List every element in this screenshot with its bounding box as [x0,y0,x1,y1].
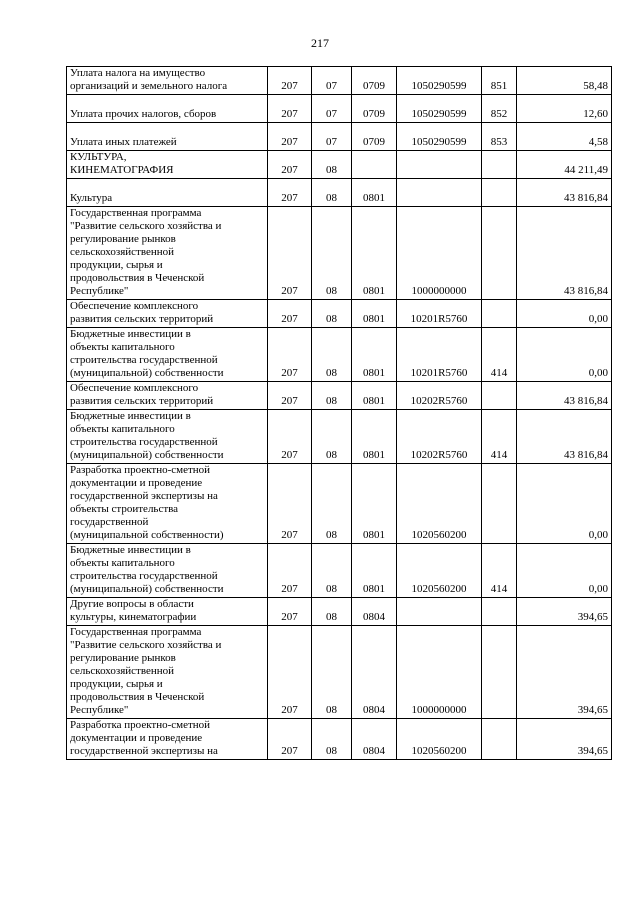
table-row [67,123,612,151]
amount: 0,00 [588,367,608,379]
amount: 12,60 [583,108,608,120]
target-article-code-cell [397,95,482,123]
expense-type-code-cell [482,719,517,760]
subsection-code-cell [352,410,397,464]
table-row [67,410,612,464]
target-article-code-cell [397,67,482,95]
expense-type-code-cell [482,544,517,598]
amount-cell [517,328,612,382]
section-code-cell [312,719,352,760]
target-article-code-cell [397,207,482,300]
section-code-cell [312,67,352,95]
section-code-cell [312,328,352,382]
amount: 43 816,84 [564,395,608,407]
ministry-code: 207 [281,108,298,120]
subsection-code: 0709 [363,136,385,148]
section-code: 07 [326,136,337,148]
amount: 0,00 [588,583,608,595]
item-name: Уплата прочих налогов, сборов [70,108,217,120]
ministry-code-cell [268,719,312,760]
section-code-cell [312,626,352,719]
item-name: Разработка проектно-сметной документации и проведение государственной экспертизы на объекты строительства государственной (муниципальной собственности) [70,464,224,541]
expense-type-code-cell [482,464,517,544]
item-name: Уплата налога на имущество организаций и земельного налога [70,67,228,92]
section-code: 08 [326,611,337,623]
item-name-cell [67,328,268,382]
expense-type-code-cell [482,151,517,179]
section-code: 08 [326,164,337,176]
ministry-code-cell [268,207,312,300]
subsection-code: 0709 [363,80,385,92]
amount: 394,65 [577,704,608,716]
target-article-code: 1000000000 [411,285,467,297]
subsection-code: 0709 [363,108,385,120]
table-row [67,719,612,760]
section-code: 08 [326,529,337,541]
item-name-cell [67,67,268,95]
expense-type-code-cell [482,95,517,123]
expense-type-code-cell [482,300,517,328]
section-code-cell [312,382,352,410]
amount: 58,48 [583,80,608,92]
amount: 0,00 [588,529,608,541]
table-row [67,382,612,410]
amount-cell [517,410,612,464]
expense-type-code: 851 [490,80,508,92]
target-article-code-cell [397,179,482,207]
target-article-code-cell [397,123,482,151]
section-code-cell [312,151,352,179]
expense-type-code-cell [482,382,517,410]
ministry-code-cell [268,464,312,544]
ministry-code: 207 [281,583,298,595]
item-name: Уплата иных платежей [70,136,177,148]
budget-table-body [67,67,612,760]
ministry-code: 207 [281,80,298,92]
subsection-code: 0801 [363,529,385,541]
table-row [67,67,612,95]
item-name-cell [67,300,268,328]
ministry-code: 207 [281,164,298,176]
section-code: 08 [326,367,337,379]
ministry-code-cell [268,382,312,410]
subsection-code-cell [352,328,397,382]
expense-type-code-cell [482,626,517,719]
subsection-code-cell [352,67,397,95]
amount-cell [517,207,612,300]
target-article-code-cell [397,719,482,760]
table-row [67,95,612,123]
target-article-code: 1050290599 [411,108,467,120]
item-name: Обеспечение комплексного развития сельских территорий [70,382,214,407]
amount-cell [517,382,612,410]
expense-type-code-cell [482,207,517,300]
ministry-code-cell [268,410,312,464]
target-article-code: 1050290599 [411,80,467,92]
section-code: 08 [326,192,337,204]
ministry-code-cell [268,95,312,123]
amount: 4,58 [588,136,608,148]
expense-type-code: 414 [490,367,508,379]
item-name: Государственная программа "Развитие сельского хозяйства и регулирование рынков сельскохозяйственной продукции, сырья и продовольствия в Чеченской Республике" [70,626,222,716]
item-name-cell [67,179,268,207]
section-code: 08 [326,449,337,461]
item-name-cell [67,207,268,300]
item-name-cell [67,151,268,179]
expense-type-code-cell [482,410,517,464]
item-name-cell [67,719,268,760]
expense-type-code: 853 [490,136,508,148]
ministry-code: 207 [281,395,298,407]
target-article-code: 10202R5760 [410,449,468,461]
target-article-code-cell [397,300,482,328]
amount-cell [517,598,612,626]
subsection-code-cell [352,179,397,207]
item-name-cell [67,382,268,410]
table-row [67,328,612,382]
ministry-code: 207 [281,367,298,379]
ministry-code: 207 [281,611,298,623]
target-article-code-cell [397,382,482,410]
item-name: Бюджетные инвестиции в объекты капитального строительства государственной (муниципальной) собственности [70,410,224,461]
item-name: Государственная программа "Развитие сельского хозяйства и регулирование рынков сельскохозяйственной продукции, сырья и продовольствия в Чеченской Республике" [70,207,222,297]
ministry-code-cell [268,67,312,95]
subsection-code: 0801 [363,367,385,379]
expense-type-code-cell [482,123,517,151]
table-row [67,544,612,598]
amount-cell [517,719,612,760]
ministry-code-cell [268,179,312,207]
target-article-code: 10201R5760 [410,313,468,325]
ministry-code: 207 [281,192,298,204]
expense-type-code-cell [482,598,517,626]
expense-type-code-cell [482,179,517,207]
subsection-code-cell [352,719,397,760]
subsection-code-cell [352,626,397,719]
item-name: Другие вопросы в области культуры, кинематографии [70,598,197,623]
subsection-code-cell [352,598,397,626]
subsection-code-cell [352,464,397,544]
amount-cell [517,67,612,95]
subsection-code: 0801 [363,285,385,297]
table-row [67,598,612,626]
expense-type-code-cell [482,67,517,95]
target-article-code: 1000000000 [411,704,467,716]
section-code: 07 [326,80,337,92]
section-code: 08 [326,704,337,716]
table-row [67,626,612,719]
item-name: Разработка проектно-сметной документации и проведение государственной экспертизы на [70,719,218,757]
target-article-code-cell [397,151,482,179]
target-article-code: 10202R5760 [410,395,468,407]
item-name-cell [67,544,268,598]
ministry-code-cell [268,544,312,598]
subsection-code-cell [352,123,397,151]
section-code: 08 [326,395,337,407]
table-row [67,151,612,179]
target-article-code-cell [397,544,482,598]
item-name-cell [67,598,268,626]
item-name-cell [67,626,268,719]
ministry-code: 207 [281,704,298,716]
section-code: 07 [326,108,337,120]
ministry-code: 207 [281,529,298,541]
amount: 43 816,84 [564,449,608,461]
section-code-cell [312,95,352,123]
subsection-code: 0804 [363,611,385,623]
subsection-code: 0801 [363,395,385,407]
item-name-cell [67,464,268,544]
table-row [67,464,612,544]
item-name: Бюджетные инвестиции в объекты капитального строительства государственной (муниципальной) собственности [70,328,224,379]
section-code-cell [312,464,352,544]
expense-type-code: 414 [490,583,508,595]
target-article-code: 10201R5760 [410,367,468,379]
subsection-code-cell [352,544,397,598]
table-row [67,300,612,328]
subsection-code: 0804 [363,704,385,716]
section-code-cell [312,207,352,300]
ministry-code: 207 [281,313,298,325]
subsection-code-cell [352,207,397,300]
ministry-code: 207 [281,136,298,148]
target-article-code-cell [397,410,482,464]
section-code: 08 [326,583,337,595]
item-name-cell [67,95,268,123]
item-name-cell [67,410,268,464]
subsection-code: 0801 [363,192,385,204]
amount-cell [517,123,612,151]
target-article-code: 1020560200 [411,529,467,541]
subsection-code-cell [352,95,397,123]
subsection-code: 0801 [363,313,385,325]
item-name: Бюджетные инвестиции в объекты капитального строительства государственной (муниципальной) собственности [70,544,224,595]
subsection-code: 0801 [363,449,385,461]
section-code-cell [312,300,352,328]
section-code-cell [312,598,352,626]
section-code: 08 [326,285,337,297]
target-article-code-cell [397,598,482,626]
section-code-cell [312,123,352,151]
section-code: 08 [326,745,337,757]
section-code-cell [312,179,352,207]
item-name-cell [67,123,268,151]
amount-cell [517,300,612,328]
page-number: 217 [311,36,329,50]
table-row [67,179,612,207]
ministry-code: 207 [281,449,298,461]
section-code-cell [312,410,352,464]
amount-cell [517,151,612,179]
ministry-code-cell [268,123,312,151]
item-name: Обеспечение комплексного развития сельских территорий [70,300,214,325]
expense-type-code: 852 [490,108,508,120]
amount: 0,00 [588,313,608,325]
subsection-code-cell [352,300,397,328]
subsection-code: 0801 [363,583,385,595]
amount-cell [517,464,612,544]
ministry-code-cell [268,300,312,328]
target-article-code: 1020560200 [411,745,467,757]
subsection-code-cell [352,382,397,410]
amount: 394,65 [577,745,608,757]
target-article-code-cell [397,626,482,719]
amount: 44 211,49 [564,164,608,176]
ministry-code-cell [268,598,312,626]
amount-cell [517,95,612,123]
subsection-code-cell [352,151,397,179]
amount: 394,65 [577,611,608,623]
target-article-code: 1050290599 [411,136,467,148]
target-article-code: 1020560200 [411,583,467,595]
table-row [67,207,612,300]
amount-cell [517,179,612,207]
amount-cell [517,544,612,598]
ministry-code: 207 [281,745,298,757]
budget-table [66,66,612,760]
section-code-cell [312,544,352,598]
ministry-code-cell [268,151,312,179]
ministry-code-cell [268,328,312,382]
expense-type-code: 414 [490,449,508,461]
subsection-code: 0804 [363,745,385,757]
ministry-code: 207 [281,285,298,297]
target-article-code-cell [397,328,482,382]
amount-cell [517,626,612,719]
item-name: КУЛЬТУРА, КИНЕМАТОГРАФИЯ [70,151,174,176]
section-code: 08 [326,313,337,325]
amount: 43 816,84 [564,285,608,297]
expense-type-code-cell [482,328,517,382]
item-name: Культура [70,192,113,204]
target-article-code-cell [397,464,482,544]
ministry-code-cell [268,626,312,719]
amount: 43 816,84 [564,192,608,204]
